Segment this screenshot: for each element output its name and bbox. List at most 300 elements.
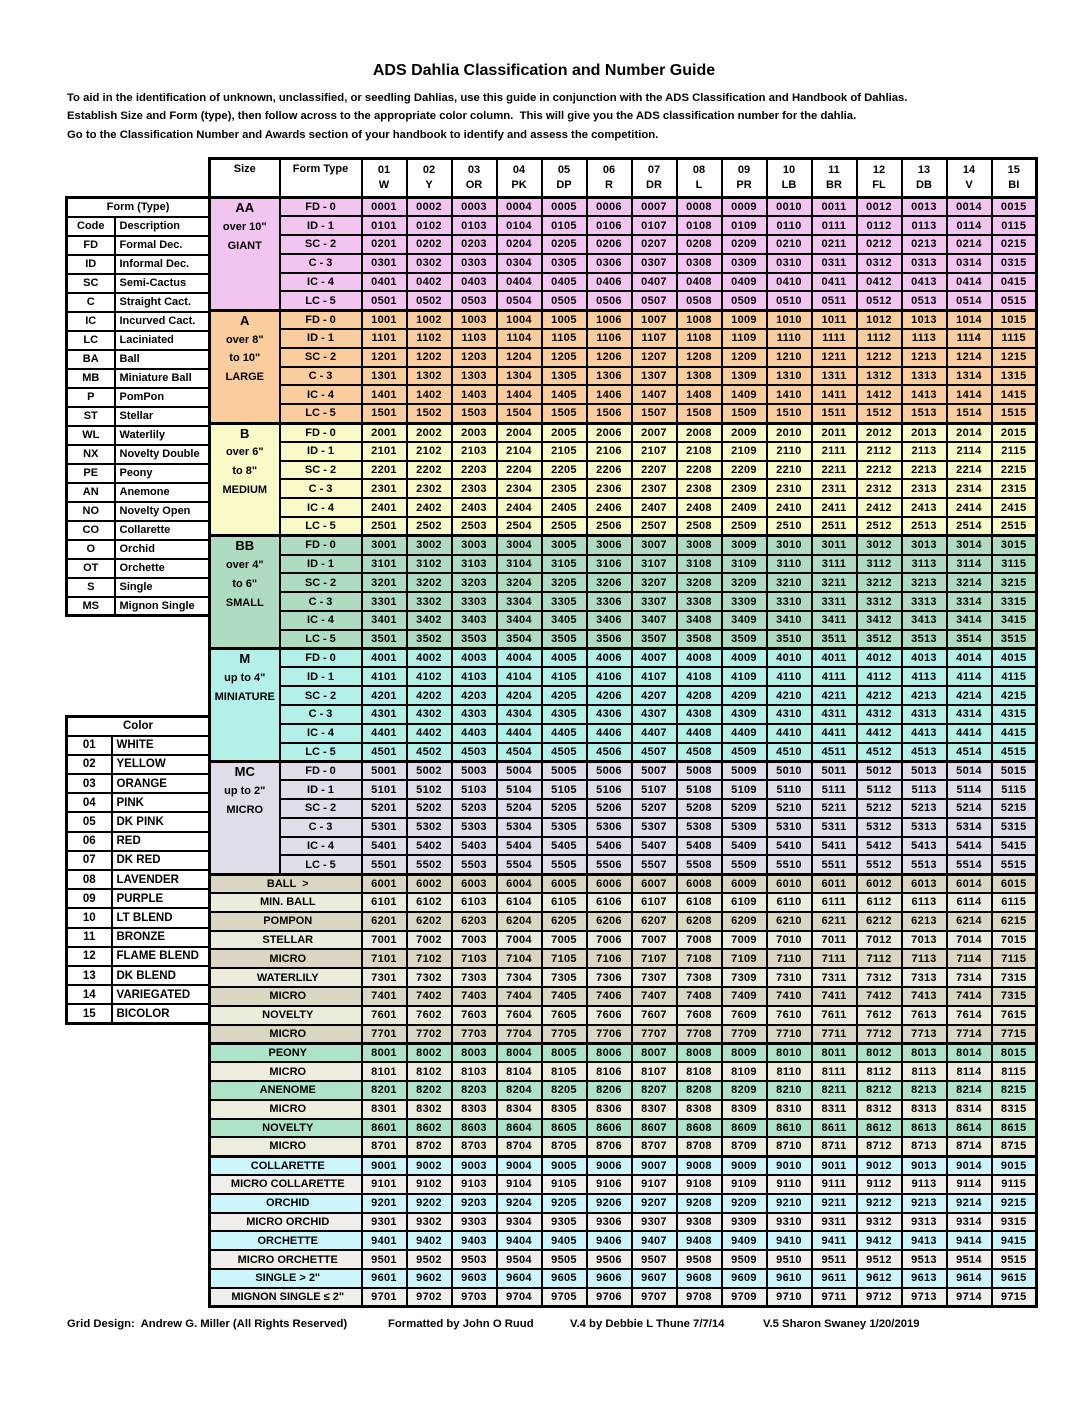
classification-number-cell: 9313 (902, 1213, 947, 1232)
classification-number-cell: 7609 (722, 1006, 767, 1025)
color-legend-description: WHITE (112, 736, 210, 755)
classification-number-cell: 5306 (587, 818, 632, 837)
classification-number-cell: 0113 (902, 216, 947, 235)
classification-number-cell: 3314 (947, 592, 992, 611)
grid-row (210, 761, 1037, 780)
classification-number-cell: 3312 (857, 592, 902, 611)
special-form-label: ORCHETTE (210, 1231, 362, 1250)
classification-number-cell: 5003 (452, 761, 497, 780)
column-header-code: PK (511, 179, 527, 191)
classification-number-cell: 3515 (992, 630, 1037, 649)
classification-number-cell: 2002 (407, 423, 452, 442)
classification-number-cell: 1501 (362, 404, 407, 423)
classification-number-cell: 7303 (452, 968, 497, 987)
classification-number-cell: 1403 (452, 385, 497, 404)
classification-number-cell: 8613 (902, 1119, 947, 1138)
classification-number-cell: 4115 (992, 667, 1037, 686)
column-header-number: 13 (917, 164, 931, 176)
form-legend-row (67, 445, 210, 464)
credit-grid-design: Grid Design: Andrew G. Miller (All Rights Reserved) (67, 1318, 348, 1330)
classification-number-cell: 7409 (722, 987, 767, 1006)
grid-row (210, 724, 1037, 743)
classification-number-cell: 8101 (362, 1062, 407, 1081)
column-header-code: FL (872, 179, 886, 191)
classification-number-cell: 1104 (497, 329, 542, 348)
classification-number-cell: 9410 (767, 1231, 812, 1250)
classification-number-cell: 7615 (992, 1006, 1037, 1025)
classification-number-cell: 8309 (722, 1100, 767, 1119)
classification-number-cell: 2403 (452, 498, 497, 517)
color-legend-description: PINK (112, 793, 210, 812)
classification-number-cell: 4309 (722, 705, 767, 724)
form-type-cell: IC - 4 (280, 837, 362, 856)
form-legend-row (67, 350, 210, 369)
classification-number-cell: 7406 (587, 987, 632, 1006)
classification-number-cell: 6012 (857, 874, 902, 893)
classification-number-cell: 8602 (407, 1119, 452, 1138)
classification-number-cell: 4415 (992, 724, 1037, 743)
classification-number-cell: 1009 (722, 310, 767, 329)
classification-number-cell: 3113 (902, 555, 947, 574)
classification-number-cell: 9305 (542, 1213, 587, 1232)
grid-row (210, 573, 1037, 592)
classification-number-cell: 0213 (902, 235, 947, 254)
classification-number-cell: 3507 (632, 630, 677, 649)
classification-number-cell: 3315 (992, 592, 1037, 611)
classification-number-cell: 5515 (992, 855, 1037, 874)
classification-number-cell: 1012 (857, 310, 902, 329)
classification-number-cell: 2407 (632, 498, 677, 517)
color-legend-description: LAVENDER (112, 870, 210, 889)
classification-number-cell: 7315 (992, 987, 1037, 1006)
classification-number-cell: 5012 (857, 761, 902, 780)
form-type-cell: C - 3 (280, 367, 362, 386)
classification-number-cell: 1005 (542, 310, 587, 329)
classification-number-cell: 8601 (362, 1119, 407, 1138)
classification-number-cell: 0114 (947, 216, 992, 235)
classification-number-cell: 9511 (812, 1250, 857, 1269)
classification-number-cell: 2301 (362, 479, 407, 498)
classification-number-cell: 1006 (587, 310, 632, 329)
classification-number-cell: 9503 (452, 1250, 497, 1269)
classification-number-cell: 3307 (632, 592, 677, 611)
classification-number-cell: 3104 (497, 555, 542, 574)
classification-number-cell: 2009 (722, 423, 767, 442)
classification-number-cell: 5007 (632, 761, 677, 780)
classification-number-cell: 4409 (722, 724, 767, 743)
classification-number-cell: 9404 (497, 1231, 542, 1250)
classification-number-cell: 4301 (362, 705, 407, 724)
classification-number-cell: 5413 (902, 837, 947, 856)
classification-number-cell: 5504 (497, 855, 542, 874)
form-type-cell: FD - 0 (280, 649, 362, 668)
classification-number-cell: 6008 (677, 874, 722, 893)
classification-number-cell: 8713 (902, 1137, 947, 1156)
classification-number-cell: 6211 (812, 912, 857, 931)
classification-number-cell: 9601 (362, 1269, 407, 1288)
classification-number-cell: 3302 (407, 592, 452, 611)
classification-number-cell: 7402 (407, 987, 452, 1006)
classification-number-cell: 2315 (992, 479, 1037, 498)
classification-number-cell: 6111 (812, 893, 857, 912)
classification-number-cell: 9204 (497, 1194, 542, 1213)
color-legend-description: FLAME BLEND (112, 947, 210, 966)
classification-number-cell: 2313 (902, 479, 947, 498)
size-group-line: MEDIUM (222, 483, 268, 496)
classification-number-cell: 3011 (812, 536, 857, 555)
classification-number-cell: 9104 (497, 1175, 542, 1194)
classification-number-cell: 3106 (587, 555, 632, 574)
size-group-line: MICRO (226, 803, 264, 816)
column-header-number: 09 (737, 164, 751, 176)
color-legend-row (67, 832, 210, 851)
classification-number-cell: 7605 (542, 1006, 587, 1025)
classification-number-cell: 6108 (677, 893, 722, 912)
classification-number-cell: 6201 (362, 912, 407, 931)
classification-number-cell: 9214 (947, 1194, 992, 1213)
classification-number-cell: 5505 (542, 855, 587, 874)
column-header-color-02 (407, 159, 452, 198)
classification-number-cell: 7306 (587, 968, 632, 987)
special-form-label: MICRO (210, 949, 362, 968)
classification-number-cell: 7702 (407, 1025, 452, 1044)
classification-number-cell: 0111 (812, 216, 857, 235)
size-group-line: MC (234, 763, 255, 779)
classification-number-cell: 5201 (362, 799, 407, 818)
classification-number-cell: 0414 (947, 273, 992, 292)
classification-number-cell: 9102 (407, 1175, 452, 1194)
classification-number-cell: 8712 (857, 1137, 902, 1156)
classification-number-cell: 3008 (677, 536, 722, 555)
classification-number-cell: 5211 (812, 799, 857, 818)
classification-number-cell: 7005 (542, 931, 587, 950)
classification-number-cell: 1302 (407, 367, 452, 386)
classification-number-cell: 8311 (812, 1100, 857, 1119)
size-group-line: B (240, 425, 250, 441)
column-header-color-11 (812, 159, 857, 198)
classification-number-cell: 0107 (632, 216, 677, 235)
form-type-cell: ID - 1 (280, 555, 362, 574)
classification-number-cell: 5011 (812, 761, 857, 780)
classification-number-cell: 9002 (407, 1156, 452, 1175)
classification-number-cell: 4104 (497, 667, 542, 686)
classification-number-cell: 6001 (362, 874, 407, 893)
classification-number-cell: 2305 (542, 479, 587, 498)
classification-number-cell: 1206 (587, 348, 632, 367)
classification-number-cell: 1106 (587, 329, 632, 348)
classification-number-cell: 3006 (587, 536, 632, 555)
classification-number-cell: 0215 (992, 235, 1037, 254)
classification-number-cell: 8704 (497, 1137, 542, 1156)
classification-number-cell: 2309 (722, 479, 767, 498)
classification-number-cell: 4109 (722, 667, 767, 686)
classification-number-cell: 4213 (902, 686, 947, 705)
classification-number-cell: 8703 (452, 1137, 497, 1156)
classification-number-cell: 2302 (407, 479, 452, 498)
form-legend-description: Novelty Open (115, 502, 210, 521)
color-legend-code: 14 (67, 985, 112, 1004)
classification-number-cell: 5207 (632, 799, 677, 818)
classification-number-cell: 7610 (767, 1006, 812, 1025)
classification-number-cell: 8012 (857, 1043, 902, 1062)
classification-number-cell: 3303 (452, 592, 497, 611)
grid-row (210, 912, 1037, 931)
grid-row (210, 1100, 1037, 1119)
classification-number-cell: 7008 (677, 931, 722, 950)
color-legend-row (67, 870, 210, 889)
classification-number-cell: 5212 (857, 799, 902, 818)
classification-number-cell: 4102 (407, 667, 452, 686)
classification-number-cell: 6006 (587, 874, 632, 893)
classification-number-cell: 4208 (677, 686, 722, 705)
form-type-cell: LC - 5 (280, 855, 362, 874)
classification-number-cell: 1209 (722, 348, 767, 367)
special-form-label: SINGLE > 2" (210, 1269, 362, 1288)
classification-number-cell: 8303 (452, 1100, 497, 1119)
classification-number-cell: 2114 (947, 442, 992, 461)
classification-number-cell: 3310 (767, 592, 812, 611)
classification-number-cell: 8205 (542, 1081, 587, 1100)
classification-number-cell: 3414 (947, 611, 992, 630)
classification-number-cell: 4413 (902, 724, 947, 743)
classification-number-cell: 9302 (407, 1213, 452, 1232)
classification-number-cell: 8113 (902, 1062, 947, 1081)
classification-number-cell: 1306 (587, 367, 632, 386)
classification-number-cell: 8214 (947, 1081, 992, 1100)
classification-number-cell: 5508 (677, 855, 722, 874)
classification-number-cell: 1514 (947, 404, 992, 423)
color-legend-code: 02 (67, 755, 112, 774)
classification-number-cell: 9108 (677, 1175, 722, 1194)
classification-number-cell: 3407 (632, 611, 677, 630)
classification-number-cell: 5213 (902, 799, 947, 818)
classification-number-cell: 6103 (452, 893, 497, 912)
special-form-label: ANENOME (210, 1081, 362, 1100)
size-group-line: BB (235, 538, 255, 554)
classification-number-cell: 2210 (767, 461, 812, 480)
classification-number-cell: 9015 (992, 1156, 1037, 1175)
classification-number-cell: 5512 (857, 855, 902, 874)
classification-number-cell: 6204 (497, 912, 542, 931)
classification-number-cell: 0105 (542, 216, 587, 235)
classification-number-cell: 9610 (767, 1269, 812, 1288)
column-header-number: 12 (872, 164, 886, 176)
form-legend-row (67, 578, 210, 597)
form-legend-description: Single (115, 578, 210, 597)
classification-number-cell: 9307 (632, 1213, 677, 1232)
classification-number-cell: 9309 (722, 1213, 767, 1232)
classification-number-cell: 1312 (857, 367, 902, 386)
classification-number-cell: 9203 (452, 1194, 497, 1213)
classification-number-cell: 9011 (812, 1156, 857, 1175)
classification-number-cell: 2214 (947, 461, 992, 480)
form-legend-code: NX (67, 445, 115, 464)
special-form-label: PEONY (210, 1043, 362, 1062)
classification-number-cell: 7307 (632, 968, 677, 987)
form-legend-description: PomPon (115, 388, 210, 407)
classification-number-cell: 2310 (767, 479, 812, 498)
classification-number-cell: 9608 (677, 1269, 722, 1288)
classification-number-cell: 7110 (767, 949, 812, 968)
form-legend-code: SC (67, 274, 115, 293)
classification-number-cell: 3103 (452, 555, 497, 574)
classification-number-cell: 9010 (767, 1156, 812, 1175)
classification-number-cell: 5514 (947, 855, 992, 874)
form-legend-code: ST (67, 407, 115, 426)
classification-number-cell: 2015 (992, 423, 1037, 442)
classification-number-cell: 2402 (407, 498, 452, 517)
classification-number-cell: 8608 (677, 1119, 722, 1138)
color-legend-row (67, 736, 210, 755)
classification-number-cell: 6010 (767, 874, 812, 893)
classification-number-cell: 8008 (677, 1043, 722, 1062)
classification-number-cell: 3210 (767, 573, 812, 592)
classification-number-cell: 7301 (362, 968, 407, 987)
classification-number-cell: 3412 (857, 611, 902, 630)
classification-number-cell: 4410 (767, 724, 812, 743)
column-header-number: 06 (602, 164, 616, 176)
classification-number-cell: 7012 (857, 931, 902, 950)
classification-number-cell: 3402 (407, 611, 452, 630)
special-form-label: MICRO (210, 1137, 362, 1156)
form-legend-row (67, 407, 210, 426)
form-legend-header-code: Code (67, 217, 115, 236)
classification-number-cell: 9712 (857, 1288, 902, 1307)
classification-number-cell: 9314 (947, 1213, 992, 1232)
classification-number-cell: 5410 (767, 837, 812, 856)
classification-number-cell: 0505 (542, 291, 587, 310)
classification-number-cell: 4101 (362, 667, 407, 686)
color-legend-code: 05 (67, 812, 112, 831)
classification-number-cell: 9710 (767, 1288, 812, 1307)
classification-number-cell: 5302 (407, 818, 452, 837)
classification-number-cell: 4310 (767, 705, 812, 724)
classification-number-cell: 9310 (767, 1213, 812, 1232)
classification-number-cell: 7405 (542, 987, 587, 1006)
classification-number-cell: 2506 (587, 517, 632, 536)
classification-number-cell: 8013 (902, 1043, 947, 1062)
classification-number-cell: 1510 (767, 404, 812, 423)
classification-number-cell: 3405 (542, 611, 587, 630)
classification-number-cell: 5415 (992, 837, 1037, 856)
classification-number-cell: 1301 (362, 367, 407, 386)
classification-number-cell: 9502 (407, 1250, 452, 1269)
classification-number-cell: 4013 (902, 649, 947, 668)
classification-number-cell: 2405 (542, 498, 587, 517)
classification-number-cell: 9112 (857, 1175, 902, 1194)
classification-number-cell: 0310 (767, 254, 812, 273)
classification-number-cell: 5107 (632, 780, 677, 799)
classification-number-cell: 4215 (992, 686, 1037, 705)
classification-number-cell: 8001 (362, 1043, 407, 1062)
classification-number-cell: 0106 (587, 216, 632, 235)
classification-number-cell: 0304 (497, 254, 542, 273)
classification-number-cell: 9606 (587, 1269, 632, 1288)
form-type-cell: ID - 1 (280, 442, 362, 461)
classification-number-cell: 9304 (497, 1213, 542, 1232)
classification-number-cell: 0203 (452, 235, 497, 254)
classification-number-cell: 7407 (632, 987, 677, 1006)
form-type-cell: SC - 2 (280, 348, 362, 367)
form-legend-description: Formal Dec. (115, 236, 210, 255)
form-type-cell: ID - 1 (280, 329, 362, 348)
classification-number-cell: 7015 (992, 931, 1037, 950)
classification-number-cell: 8715 (992, 1137, 1037, 1156)
classification-number-cell: 0006 (587, 198, 632, 217)
classification-number-cell: 7711 (812, 1025, 857, 1044)
column-header-form-type: Form Type (280, 159, 362, 198)
classification-number-cell: 4502 (407, 743, 452, 762)
classification-number-cell: 9213 (902, 1194, 947, 1213)
classification-number-cell: 5001 (362, 761, 407, 780)
grid-row (210, 348, 1037, 367)
grid-row (210, 987, 1037, 1006)
classification-number-cell: 1413 (902, 385, 947, 404)
classification-number-cell: 9506 (587, 1250, 632, 1269)
classification-number-cell: 2505 (542, 517, 587, 536)
size-group-line: over 8" (225, 333, 264, 346)
classification-number-cell: 7403 (452, 987, 497, 1006)
size-group-label (210, 423, 280, 536)
classification-number-cell: 1404 (497, 385, 542, 404)
classification-number-cell: 1212 (857, 348, 902, 367)
classification-number-cell: 0309 (722, 254, 767, 273)
form-type-cell: ID - 1 (280, 216, 362, 235)
classification-number-cell: 1109 (722, 329, 767, 348)
color-legend-code: 13 (67, 966, 112, 985)
classification-number-cell: 3114 (947, 555, 992, 574)
classification-number-cell: 7707 (632, 1025, 677, 1044)
classification-number-cell: 1207 (632, 348, 677, 367)
classification-number-cell: 3203 (452, 573, 497, 592)
grid-row (210, 1213, 1037, 1232)
form-legend-row (67, 540, 210, 559)
classification-number-cell: 4404 (497, 724, 542, 743)
classification-number-cell: 1402 (407, 385, 452, 404)
classification-number-cell: 6011 (812, 874, 857, 893)
classification-number-cell: 1013 (902, 310, 947, 329)
special-form-label: POMPON (210, 912, 362, 931)
credit-v5: V.5 Sharon Swaney 1/20/2019 (763, 1318, 920, 1330)
classification-number-cell: 9409 (722, 1231, 767, 1250)
classification-number-cell: 0401 (362, 273, 407, 292)
form-legend-row (67, 597, 210, 616)
form-type-cell: ID - 1 (280, 780, 362, 799)
classification-number-cell: 0005 (542, 198, 587, 217)
intro-text (67, 89, 907, 144)
classification-number-cell: 5105 (542, 780, 587, 799)
classification-number-cell: 5014 (947, 761, 992, 780)
classification-number-cell: 9515 (992, 1250, 1037, 1269)
classification-number-cell: 0007 (632, 198, 677, 217)
classification-number-cell: 3204 (497, 573, 542, 592)
classification-number-cell: 5203 (452, 799, 497, 818)
classification-number-cell: 9514 (947, 1250, 992, 1269)
classification-number-cell: 4506 (587, 743, 632, 762)
classification-number-cell: 8111 (812, 1062, 857, 1081)
classification-number-cell: 9208 (677, 1194, 722, 1213)
color-legend-row (67, 793, 210, 812)
classification-number-cell: 9004 (497, 1156, 542, 1175)
classification-number-cell: 3415 (992, 611, 1037, 630)
grid-row (210, 385, 1037, 404)
classification-number-cell: 2303 (452, 479, 497, 498)
grid-row (210, 310, 1037, 329)
color-legend-description: LT BLEND (112, 908, 210, 927)
classification-number-cell: 9713 (902, 1288, 947, 1307)
special-form-label: MICRO (210, 987, 362, 1006)
grid-row (210, 1081, 1037, 1100)
